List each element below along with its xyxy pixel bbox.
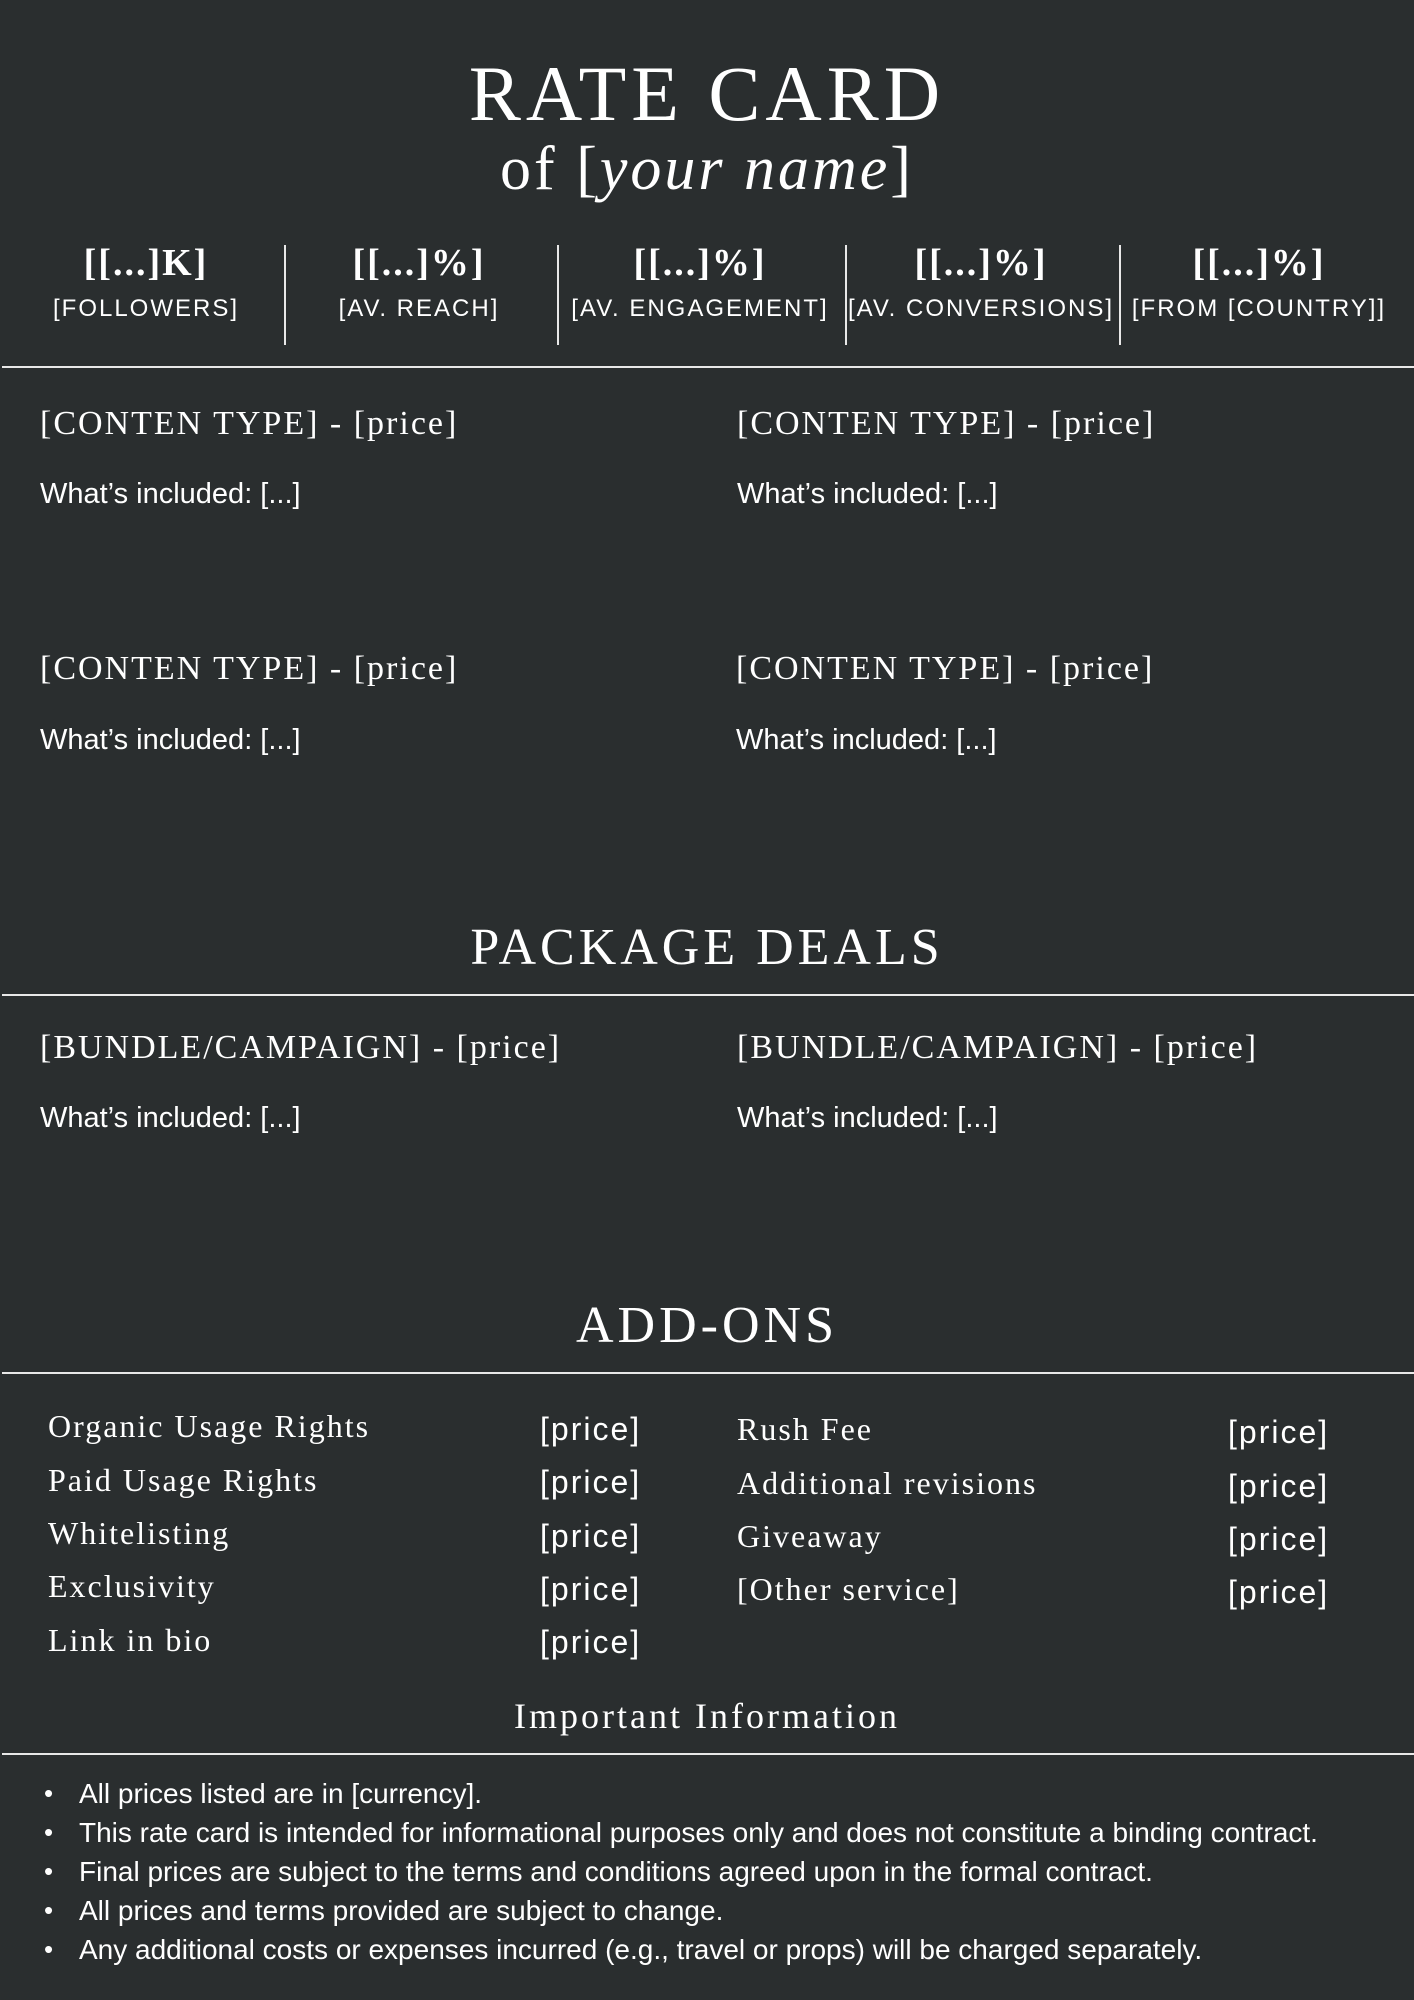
divider xyxy=(2,366,1414,368)
addon-price: [price] xyxy=(1228,1574,1330,1610)
page-title: RATE CARD xyxy=(468,50,946,137)
stat-label: [FROM [COUNTRY]] xyxy=(1131,295,1387,322)
important-info-heading: Important Information xyxy=(514,1696,900,1736)
addon-name: Exclusivity xyxy=(48,1568,216,1604)
stat-value: [[...]K] xyxy=(83,242,209,284)
stat-followers xyxy=(10,236,282,346)
stat-country xyxy=(1118,236,1400,346)
list-item: • All prices listed are in [currency]. xyxy=(38,1774,1398,1813)
content-type-desc: What’s included: [...] xyxy=(40,724,301,756)
addon-name: Giveaway xyxy=(737,1518,883,1554)
stat-label: [AV. CONVERSIONS] xyxy=(847,295,1115,322)
package-desc: What’s included: [...] xyxy=(40,1102,301,1134)
stat-reach xyxy=(282,236,556,346)
stats-row xyxy=(10,236,1414,346)
content-type-title: [CONTEN TYPE] - [price] xyxy=(40,650,459,687)
stat-label: [FOLLOWERS] xyxy=(52,295,240,322)
addon-name: [Other service] xyxy=(737,1571,960,1607)
addon-name: Paid Usage Rights xyxy=(48,1462,319,1498)
divider xyxy=(2,994,1414,996)
divider xyxy=(2,1372,1414,1374)
stat-value: [[...]%] xyxy=(352,242,486,284)
addon-price: [price] xyxy=(540,1571,642,1607)
list-item: • Any additional costs or expenses incurred (e.g., travel or props) will be charged separately. xyxy=(38,1930,1398,1969)
stat-value: [[...]%] xyxy=(633,242,767,284)
addon-name: Rush Fee xyxy=(737,1411,873,1447)
addon-price: [price] xyxy=(540,1411,642,1447)
package-deals-heading: PACKAGE DEALS xyxy=(470,919,944,976)
subtitle-prefix: of [ xyxy=(500,135,600,203)
addon-name: Whitelisting xyxy=(48,1515,231,1551)
stat-engagement xyxy=(556,236,844,346)
stat-conversions xyxy=(844,236,1118,346)
content-type-title: [CONTEN TYPE] - [price] xyxy=(736,650,1155,687)
content-type-title: [CONTEN TYPE] - [price] xyxy=(737,405,1156,442)
addon-name: Link in bio xyxy=(48,1622,213,1658)
content-type-desc: What’s included: [...] xyxy=(736,724,997,756)
package-title: [BUNDLE/CAMPAIGN] - [price] xyxy=(737,1029,1259,1066)
content-type-desc: What’s included: [...] xyxy=(40,478,301,510)
subtitle-suffix: ] xyxy=(890,135,914,203)
stat-divider xyxy=(284,245,286,345)
content-type-title: [CONTEN TYPE] - [price] xyxy=(40,405,459,442)
page-subtitle xyxy=(0,132,1414,206)
package-desc: What’s included: [...] xyxy=(737,1102,998,1134)
stat-divider xyxy=(845,245,847,345)
content-type-desc: What’s included: [...] xyxy=(737,478,998,510)
divider xyxy=(2,1753,1414,1755)
list-item: • Final prices are subject to the terms and conditions agreed upon in the formal contract. xyxy=(38,1852,1398,1891)
list-item: • This rate card is intended for informational purposes only and does not constitute a binding contract. xyxy=(38,1813,1398,1852)
addons-heading: ADD-ONS xyxy=(576,1297,838,1354)
addon-price: [price] xyxy=(540,1518,642,1554)
addon-price: [price] xyxy=(1228,1468,1330,1504)
addon-name: Additional revisions xyxy=(737,1465,1038,1501)
addon-price: [price] xyxy=(540,1464,642,1500)
subtitle-name: your name xyxy=(599,135,891,203)
package-title: [BUNDLE/CAMPAIGN] - [price] xyxy=(40,1029,562,1066)
stat-label: [AV. ENGAGEMENT] xyxy=(571,295,829,322)
addon-name: Organic Usage Rights xyxy=(48,1408,371,1444)
stat-divider xyxy=(557,245,559,345)
stat-value: [[...]%] xyxy=(914,242,1048,284)
addon-price: [price] xyxy=(1228,1521,1330,1557)
important-info-list xyxy=(38,1774,1398,1969)
list-item: • All prices and terms provided are subject to change. xyxy=(38,1891,1398,1930)
stat-divider xyxy=(1119,245,1121,345)
stat-label: [AV. REACH] xyxy=(338,295,500,322)
stat-value: [[...]%] xyxy=(1192,242,1326,284)
addon-price: [price] xyxy=(540,1624,642,1660)
addon-price: [price] xyxy=(1228,1414,1330,1450)
